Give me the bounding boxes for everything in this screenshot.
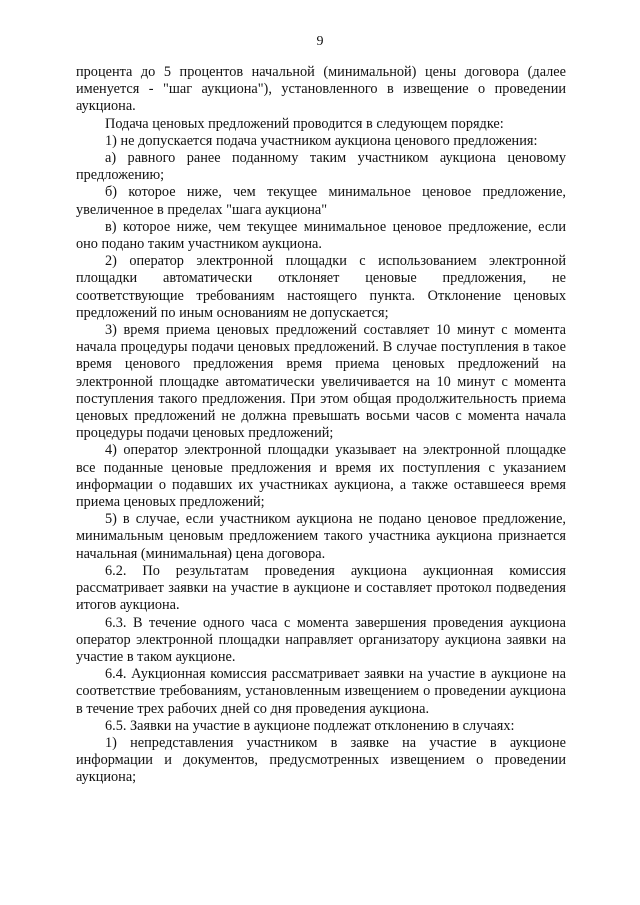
page-number: 9 <box>316 34 324 49</box>
paragraph: а) равного ранее поданному таким участником аукциона ценовому предложению; <box>76 150 566 184</box>
paragraph: 4) оператор электронной площадки указывает на электронной площадке все поданные ценовые предложения и время их поступления с указанием информации о подавших их участниках аукциона, а также оставшееся время приема ценовых предложений; <box>76 442 566 511</box>
paragraph: 2) оператор электронной площадки с использованием электронной площадки автоматически отклоняет ценовые предложения, не соответствующие требованиям настоящего пункта. Отклонение ценовых предложений по иным основаниям не допускается; <box>76 253 566 321</box>
paragraph: 6.4. Аукционная комиссия рассматривает заявки на участие в аукционе на соответствие требованиям, установленным извещением о проведении аукциона в течение трех рабочих дней со дня проведения аукциона. <box>76 666 566 717</box>
paragraph: 6.3. В течение одного часа с момента завершения проведения аукциона оператор электронной площадки направляет организатору аукциона заявки на участие в таком аукционе. <box>76 614 566 665</box>
paragraph: 3) время приема ценовых предложений составляет 10 минут с момента начала процедуры подачи ценовых предложений. В случае поступления в такое время ценового предложения время приема ценовых предложений на электронной площадке автоматически увеличивается на 10 минут с момента поступления такого предложения. При этом общая продолжительность приема ценовых предложений не должна превышать восьми часов с момента начала процедуры подачи ценовых предложений; <box>76 322 566 442</box>
paragraph: Подача ценовых предложений проводится в следующем порядке: <box>105 115 504 132</box>
paragraph: 1) непредставления участником в заявке на участие в аукционе информации и документов, предусмотренных извещением о проведении аукциона; <box>76 734 566 786</box>
paragraph: 1) не допускается подача участником аукциона ценового предложения: <box>105 132 538 149</box>
paragraph: б) которое ниже, чем текущее минимальное ценовое предложение, увеличенное в пределах "шага аукциона" <box>76 184 566 218</box>
paragraph: 6.5. Заявки на участие в аукционе подлежат отклонению в случаях: <box>105 717 515 734</box>
paragraph: процента до 5 процентов начальной (минимальной) цены договора (далее именуется - "шаг аукциона"), установленного в извещение о проведении аукциона. <box>76 64 566 115</box>
paragraph: в) которое ниже, чем текущее минимальное ценовое предложение, если оно подано таким участником аукциона. <box>76 218 566 253</box>
paragraph: 6.2. По результатам проведения аукциона аукционная комиссия рассматривает заявки на участие в аукционе и составляет протокол подведения итогов аукциона. <box>76 562 566 614</box>
paragraph: 5) в случае, если участником аукциона не подано ценовое предложение, минимальным ценовым предложением такого участника аукциона признается начальная (минимальная) цена договора. <box>76 511 566 562</box>
body-text <box>76 64 566 787</box>
